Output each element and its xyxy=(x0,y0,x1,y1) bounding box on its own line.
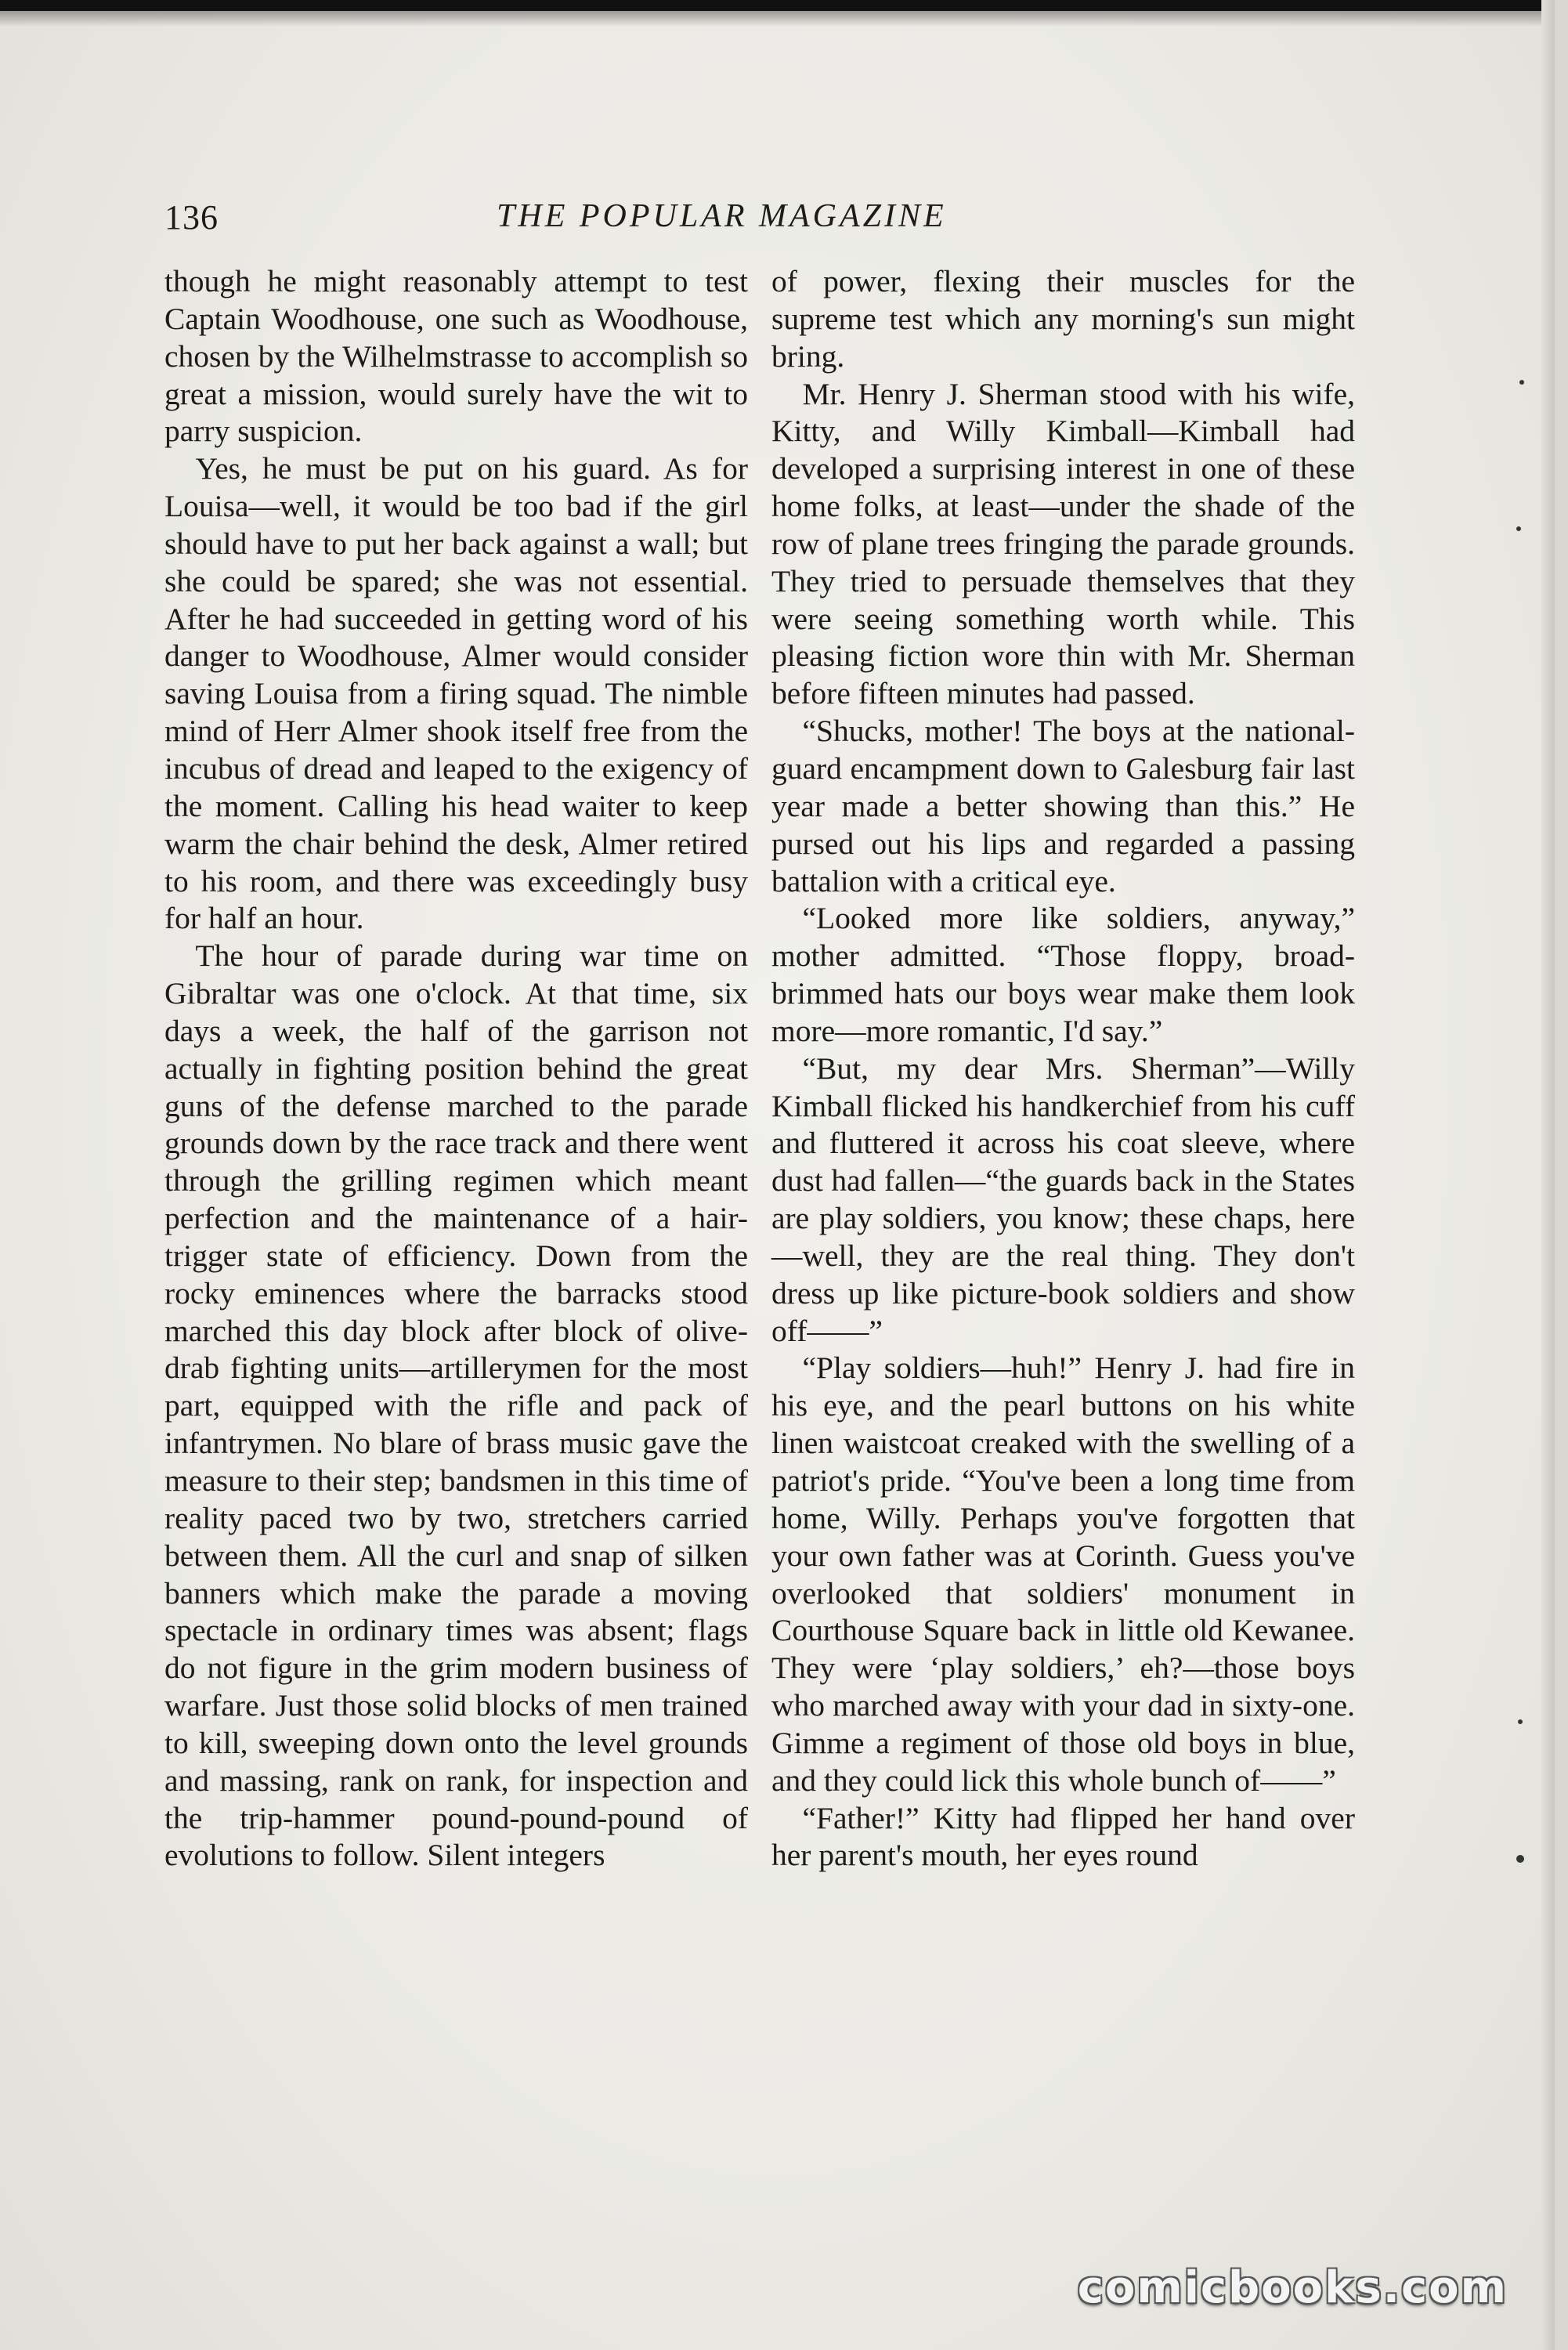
paragraph: The hour of parade during war time on Gibraltar was one o'clock. At that time, six days a week, the half of the garrison not actually in fighting position behind the great guns of the defense marched to the parade grounds down by the race track and there went through the grilling regimen which meant perfection and the maintenance of a hair-trigger state of efficiency. Down from the rocky eminences where the barracks stood marched this day block after block of olive-drab fighting units—artillerymen for the most part, equipped with the rifle and pack of infantrymen. No blare of brass music gave the measure to their step; bandsmen in this time of reality paced two by two, stretchers carried between them. All the curl and snap of silken banners which make the parade a moving spectacle in ordinary times was absent; flags do not figure in the grim modern business of warfare. Just those solid blocks of men trained to kill, sweeping down onto the level grounds and massing, rank on rank, for inspection and the trip-hammer pound-pound-pound of evolutions to follow. Silent integers xyxy=(164,938,748,1873)
paper-speck xyxy=(1516,526,1521,531)
paper-speck xyxy=(1518,1719,1523,1724)
paragraph: of power, flexing their muscles for the supreme test which any morning's sun might bring. xyxy=(771,264,1355,374)
watermark: comicbooks.com xyxy=(1077,2262,1508,2313)
page-header xyxy=(164,197,1339,241)
paper-speck xyxy=(1519,380,1524,385)
scan-top-shadow xyxy=(0,11,1555,27)
paragraph: though he might reasonably attempt to test Captain Woodhouse, one such as Woodhouse, chosen by the Wilhelmstrasse to accomplish so great a mission, would surely have the wit to parry suspicion. xyxy=(164,264,748,449)
running-head: THE POPULAR MAGAZINE xyxy=(497,198,947,234)
paragraph: “Looked more like soldiers, anyway,” mother admitted. “Those floppy, broad-brimmed hats our boys wear make them look more—more romantic, I'd say.” xyxy=(771,901,1355,1048)
scan-top-edge xyxy=(0,0,1555,11)
paragraph: Yes, he must be put on his guard. As for Louisa—well, it would be too bad if the girl should have to put her back against a wall; but she could be spared; she was not essential. After he had succeeded in getting word of his danger to Woodhouse, Almer would consider saving Louisa from a firing squad. The nimble mind of Herr Almer shook itself free from the incubus of dread and leaped to the exigency of the moment. Calling his head waiter to keep warm the chair behind the desk, Almer retired to his room, and there was exceedingly busy for half an hour. xyxy=(164,451,748,936)
page-number: 136 xyxy=(164,198,219,237)
paragraph: “Shucks, mother! The boys at the national-guard encampment down to Galesburg fair last year made a better showing than this.” He pursed out his lips and regarded a passing battalion with a critical eye. xyxy=(771,714,1355,898)
paragraph: Mr. Henry J. Sherman stood with his wife, Kitty, and Willy Kimball—Kimball had developed a surprising interest in one of these home folks, at least—under the shade of the row of plane trees fringing the parade grounds. They tried to persuade themselves that they were seeing something worth while. This pleasing fiction wore thin with Mr. Sherman before fifteen minutes had passed. xyxy=(771,376,1355,711)
text-column-right xyxy=(771,263,1355,1875)
paper-speck xyxy=(1516,1855,1524,1863)
paragraph: “Play soldiers—huh!” Henry J. had fire in his eye, and the pearl buttons on his white linen waistcoat creaked with the swelling of a patriot's pride. “You've been a long time from home, Willy. Perhaps you've forgotten that your own father was at Corinth. Guess you've overlooked that soldiers' monument in Courthouse Square back in little old Kewanee. They were ‘play soldiers,’ eh?—those boys who marched away with your dad in sixty-one. Gimme a regiment of those old boys in blue, and they could lick this whole bunch of——” xyxy=(771,1350,1355,1798)
scan-right-edge xyxy=(1541,0,1555,2350)
paragraph: “But, my dear Mrs. Sherman”—Willy Kimball flicked his handkerchief from his cuff and fluttered it across his coat sleeve, where dust had fallen—“the guards back in the States are play soldiers, you know; these chaps, here—well, they are the real thing. They don't dress up like picture-book soldiers and show off——” xyxy=(771,1050,1355,1348)
text-column-left xyxy=(164,263,748,1875)
paragraph: “Father!” Kitty had flipped her hand over her parent's mouth, her eyes round xyxy=(771,1800,1355,1873)
